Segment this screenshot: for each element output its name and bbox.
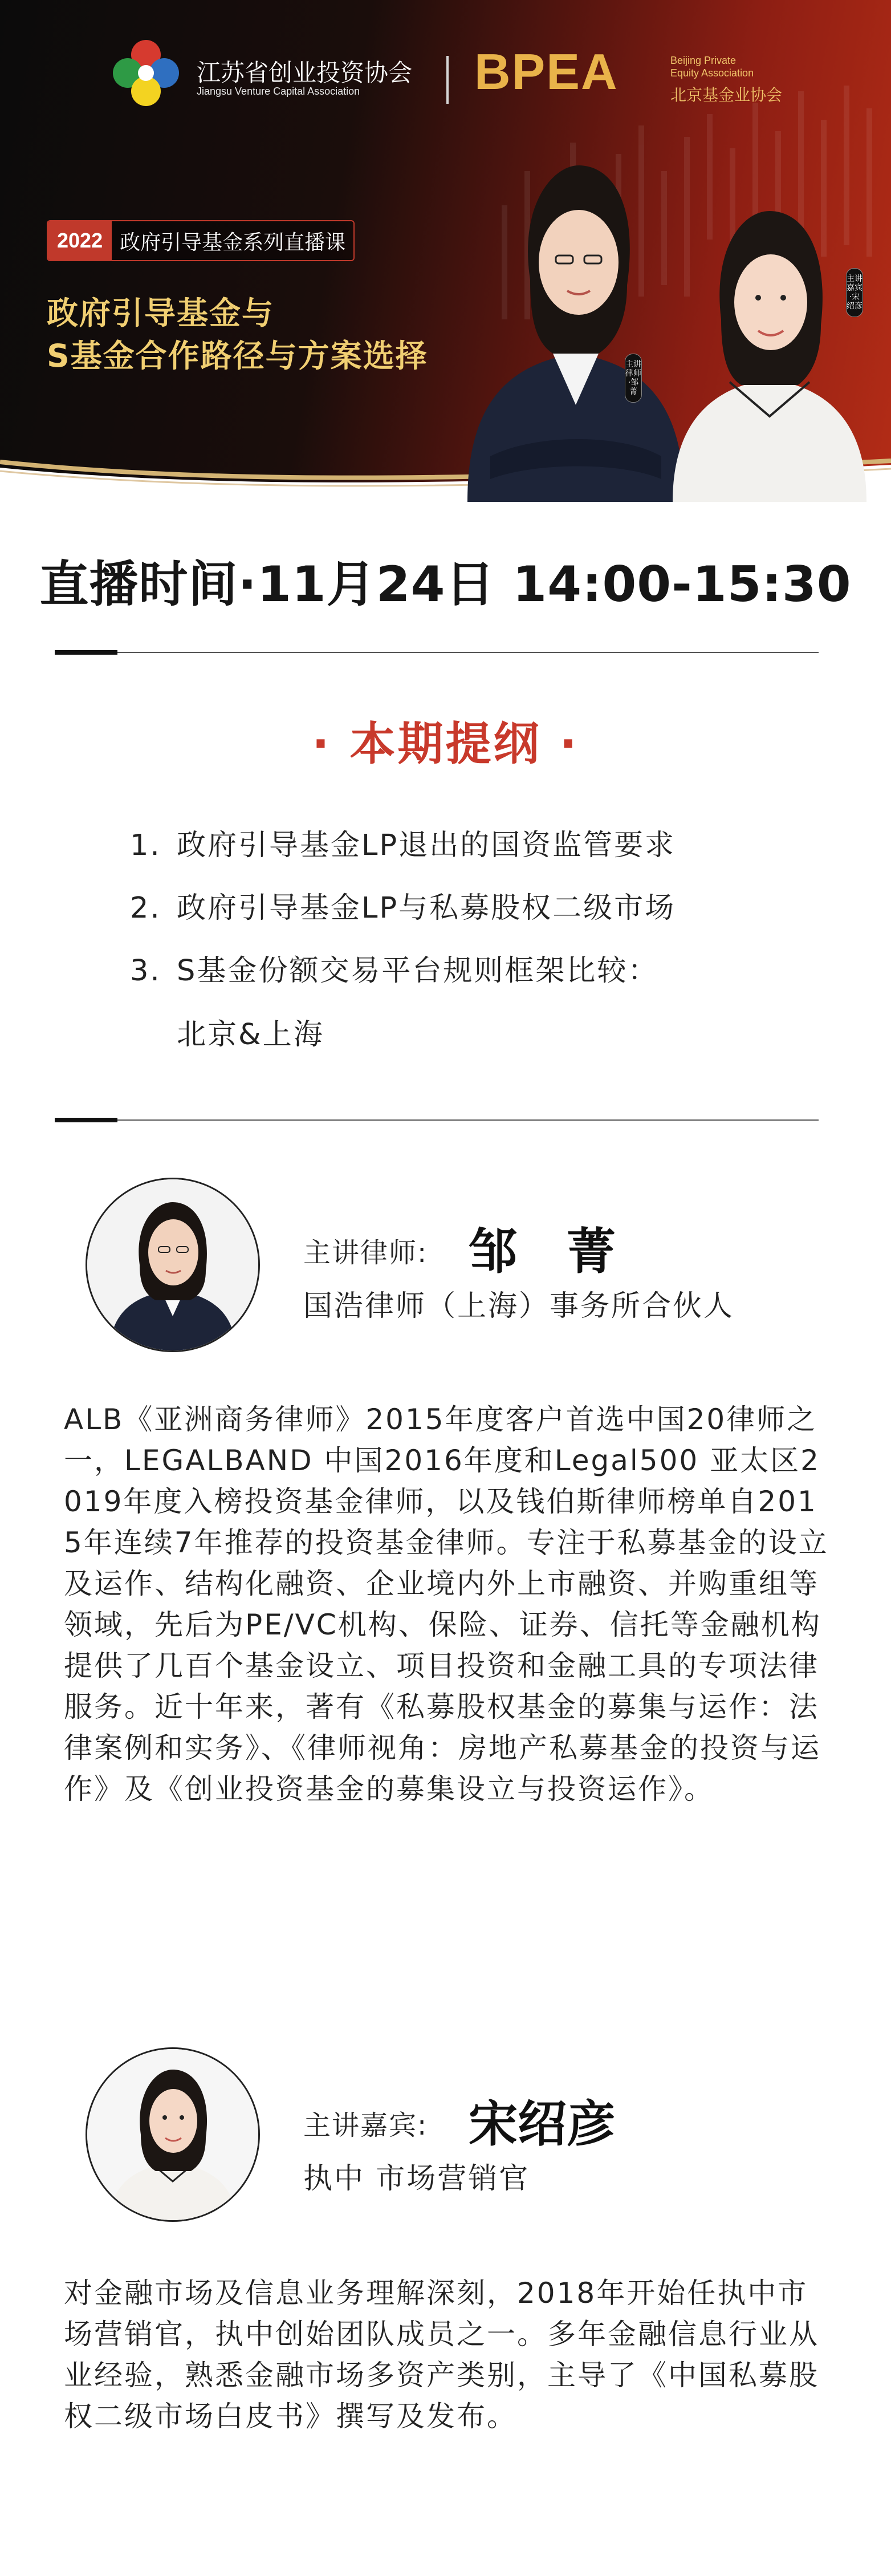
speaker-song-avatar [86,2047,260,2222]
jvca-name-cn: 江苏省创业投资协会 [197,59,413,87]
bpea-logo: BPEA [474,43,619,100]
hero-title-line1: 政府引导基金与 [47,295,275,331]
outline-item-number: 2. [130,891,161,925]
section-divider [55,652,819,653]
outline-item [130,884,676,926]
speaker-song-bio: 对金融市场及信息业务理解深刻，2018年开始任执中市场营销官，执中创始团队成员之一。多年金融信息行业从业经验，熟悉金融市场多资产类别，主导了《中国私募股权二级市场白皮书》撰写及发布。 [64,2277,819,2433]
section-divider-mark [55,650,117,655]
bpea-name-en-line2: Equity Association [670,67,754,79]
speaker-song-avatar-image [87,2049,258,2220]
speaker-zou-name: 邹 菁 [469,1223,616,1280]
speaker-song-name: 宋绍彦 [469,2096,616,2153]
speaker-zou-avatar [86,1178,260,1352]
speaker-zou-avatar-image [87,1179,258,1350]
outline-heading: · 本期提纲 · [312,717,579,770]
outline-item [130,947,658,989]
speaker-song-role: 主讲嘉宾: [303,2110,428,2141]
outline-item-text: 政府引导基金LP与私募股权二级市场 [177,891,676,925]
jvca-name-en: Jiangsu Venture Capital Association [197,86,360,97]
speaker-song-org: 执中 市场营销官 [303,2162,530,2196]
outline-item-number: 1. [130,829,161,862]
bpea-name-en-line1: Beijing Private [670,55,737,66]
speaker-zou-org: 国浩律师（上海）事务所合伙人 [303,1289,735,1323]
speaker-song-tag: 主讲嘉宾·宋绍彦 [846,268,863,317]
outline-item-text: S基金份额交易平台规则框架比较： [177,954,659,988]
speaker-zou-role: 主讲律师: [303,1237,428,1269]
speaker-song-portrait [667,188,872,502]
jvca-logo [106,33,186,113]
section-divider [55,1119,819,1121]
speaker-zou-portrait [456,137,695,502]
outline-item-number: 3. [130,954,161,988]
speaker-zou-tag: 主讲律师·邹菁 [625,354,642,403]
outline-item-text: 政府引导基金LP退出的国资监管要求 [177,829,676,862]
outline-item [130,821,676,863]
series-badge [47,220,355,261]
hero-banner [0,0,891,502]
series-name: 政府引导基金系列直播课 [112,221,353,260]
outline-item-continuation: 北京&上海 [177,1018,324,1052]
bpea-name-cn: 北京基金业协会 [670,86,783,104]
series-year: 2022 [48,221,112,260]
logo-divider [446,56,449,104]
hero-title-line2: S基金合作路径与方案选择 [47,338,428,374]
speaker-zou-bio: ALB《亚洲商务律师》2015年度客户首选中国20律师之一，LEGALBAND 中国2016年度和Legal500 亚太区2019年度入榜投资基金律师，以及钱伯斯律师榜单自2015年连续7年推荐的投资基金律师。专注于私募基金的设立及运作、结构化融资、企业境内外上市融资、并购重组等领域，先后为PE/VC机构、保险、证券、信托等金融机构提供了几百个基金设立、项目投资和金融工具的专项法律服务。近十年来，著有《私募股权基金的募集与运作：法律案例和实务》、《律师视角：房地产私募基金的投资与运作》及《创业投资基金的募集设立与投资运作》。 [64,1403,829,1806]
broadcast-time: 直播时间·11月24日 14:00-15:30 [39,556,852,613]
section-divider-mark [55,1118,117,1122]
